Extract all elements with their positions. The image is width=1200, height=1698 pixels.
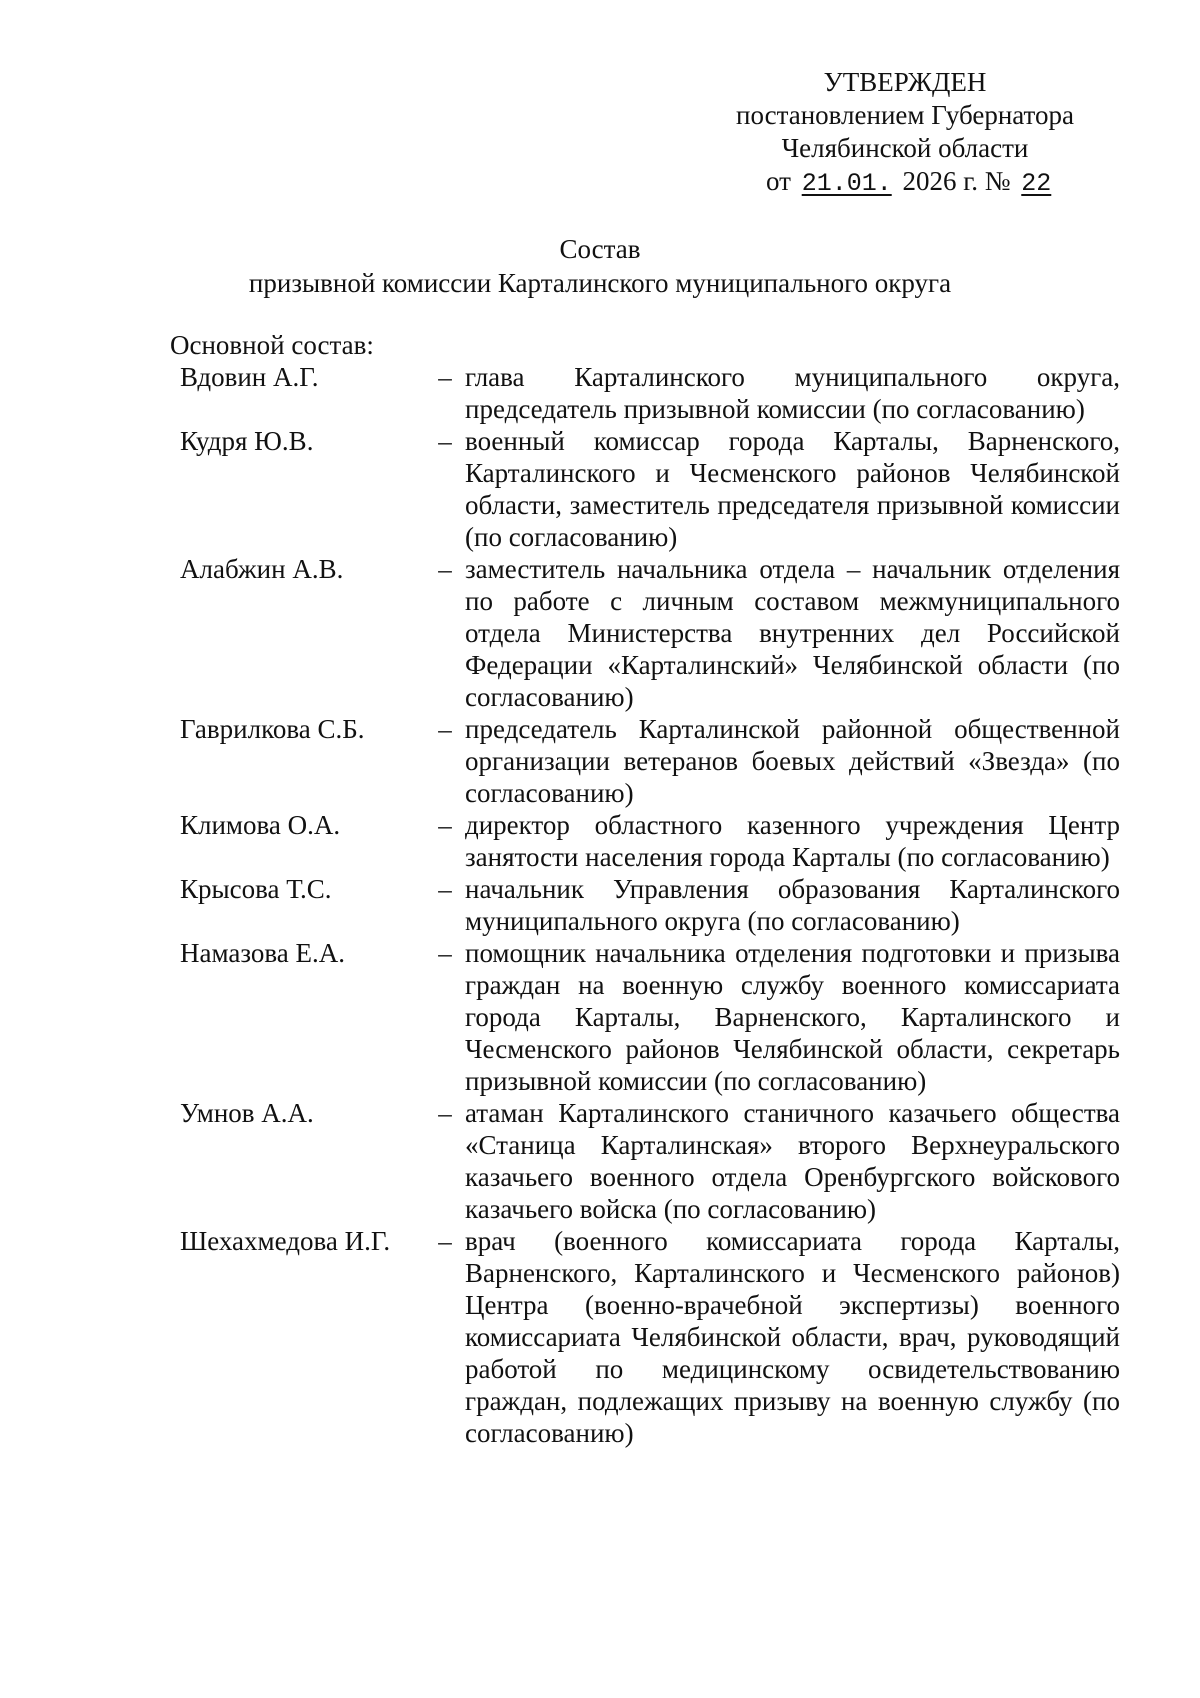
member-row: [180, 425, 1120, 553]
member-name: Алабжин А.В.: [180, 554, 344, 584]
member-role: военный комиссар города Карталы, Варненского, Карталинского и Чесменского районов Челябинской области, заместитель председателя призывной комиссии (по согласованию): [465, 426, 1120, 552]
member-row: [180, 1097, 1120, 1225]
member-dash: –: [438, 1098, 452, 1128]
member-name: Климова О.А.: [180, 810, 341, 840]
members-list: [180, 361, 1120, 1449]
member-name: Гаврилкова С.Б.: [180, 714, 365, 744]
member-name: Крысова Т.С.: [180, 874, 332, 904]
approval-stamp-block: [720, 66, 1090, 200]
member-row: [180, 873, 1120, 937]
member-role: директор областного казенного учреждения Центр занятости населения города Карталы (по согласованию): [465, 810, 1120, 872]
member-dash: –: [438, 1226, 452, 1256]
member-dash: –: [438, 362, 452, 392]
approval-line-2: Челябинской области: [781, 133, 1029, 163]
member-row: [180, 553, 1120, 713]
member-role: помощник начальника отделения подготовки и призыва граждан на военную службу военного комиссариата города Карталы, Варненского, Карталинского и Чесменского районов Челябинской области, секретарь призывной комиссии (по согласованию): [465, 938, 1120, 1096]
approval-date-prefix: от: [766, 166, 791, 196]
approval-date-line: [720, 165, 1090, 200]
member-row: [180, 809, 1120, 873]
approval-number-value: 22: [1021, 169, 1052, 198]
member-role: атаман Карталинского станичного казачьего общества «Станица Карталинская» второго Верхнеуральского казачьего военного отдела Оренбургского войскового казачьего войска (по согласованию): [465, 1098, 1120, 1224]
member-dash: –: [438, 874, 452, 904]
member-dash: –: [438, 426, 452, 456]
member-row: [180, 361, 1120, 425]
member-dash: –: [438, 554, 452, 584]
member-role: начальник Управления образования Карталинского муниципального округа (по согласованию): [465, 874, 1120, 936]
member-name: Вдовин А.Г.: [180, 362, 319, 392]
member-dash: –: [438, 938, 452, 968]
member-name: Умнов А.А.: [180, 1098, 314, 1128]
member-row: [180, 937, 1120, 1097]
title-line-1: Состав: [559, 234, 641, 264]
member-name: Кудря Ю.В.: [180, 426, 314, 456]
approval-year-text: 2026 г. №: [902, 166, 1011, 196]
member-role: врач (военного комиссариата города Карталы, Варненского, Карталинского и Чесменского районов) Центра (военно-врачебной экспертизы) военного комиссариата Челябинской области, врач, руководящий работой по медицинскому освидетельствованию граждан, подлежащих призыву на военную службу (по согласованию): [465, 1226, 1120, 1448]
title-line-2: призывной комиссии Карталинского муниципального округа: [248, 268, 952, 298]
member-row: [180, 1225, 1120, 1449]
member-name: Намазова Е.А.: [180, 938, 345, 968]
member-row: [180, 713, 1120, 809]
member-role: председатель Карталинской районной общественной организации ветеранов боевых действий «Звезда» (по согласованию): [465, 714, 1120, 808]
approval-heading: УТВЕРЖДЕН: [823, 67, 987, 97]
member-role: заместитель начальника отдела – начальник отделения по работе с личным составом межмуниципального отдела Министерства внутренних дел Российской Федерации «Карталинский» Челябинской области (по согласованию): [465, 554, 1120, 712]
member-role: глава Карталинского муниципального округа, председатель призывной комиссии (по согласованию): [465, 362, 1120, 424]
approval-date-value: 21.01.: [801, 169, 892, 198]
member-dash: –: [438, 810, 452, 840]
section-heading: Основной состав:: [170, 330, 374, 360]
member-name: Шехахмедова И.Г.: [180, 1226, 391, 1256]
member-dash: –: [438, 714, 452, 744]
document-title: [0, 232, 1200, 300]
approval-line-1: постановлением Губернатора: [736, 100, 1074, 130]
